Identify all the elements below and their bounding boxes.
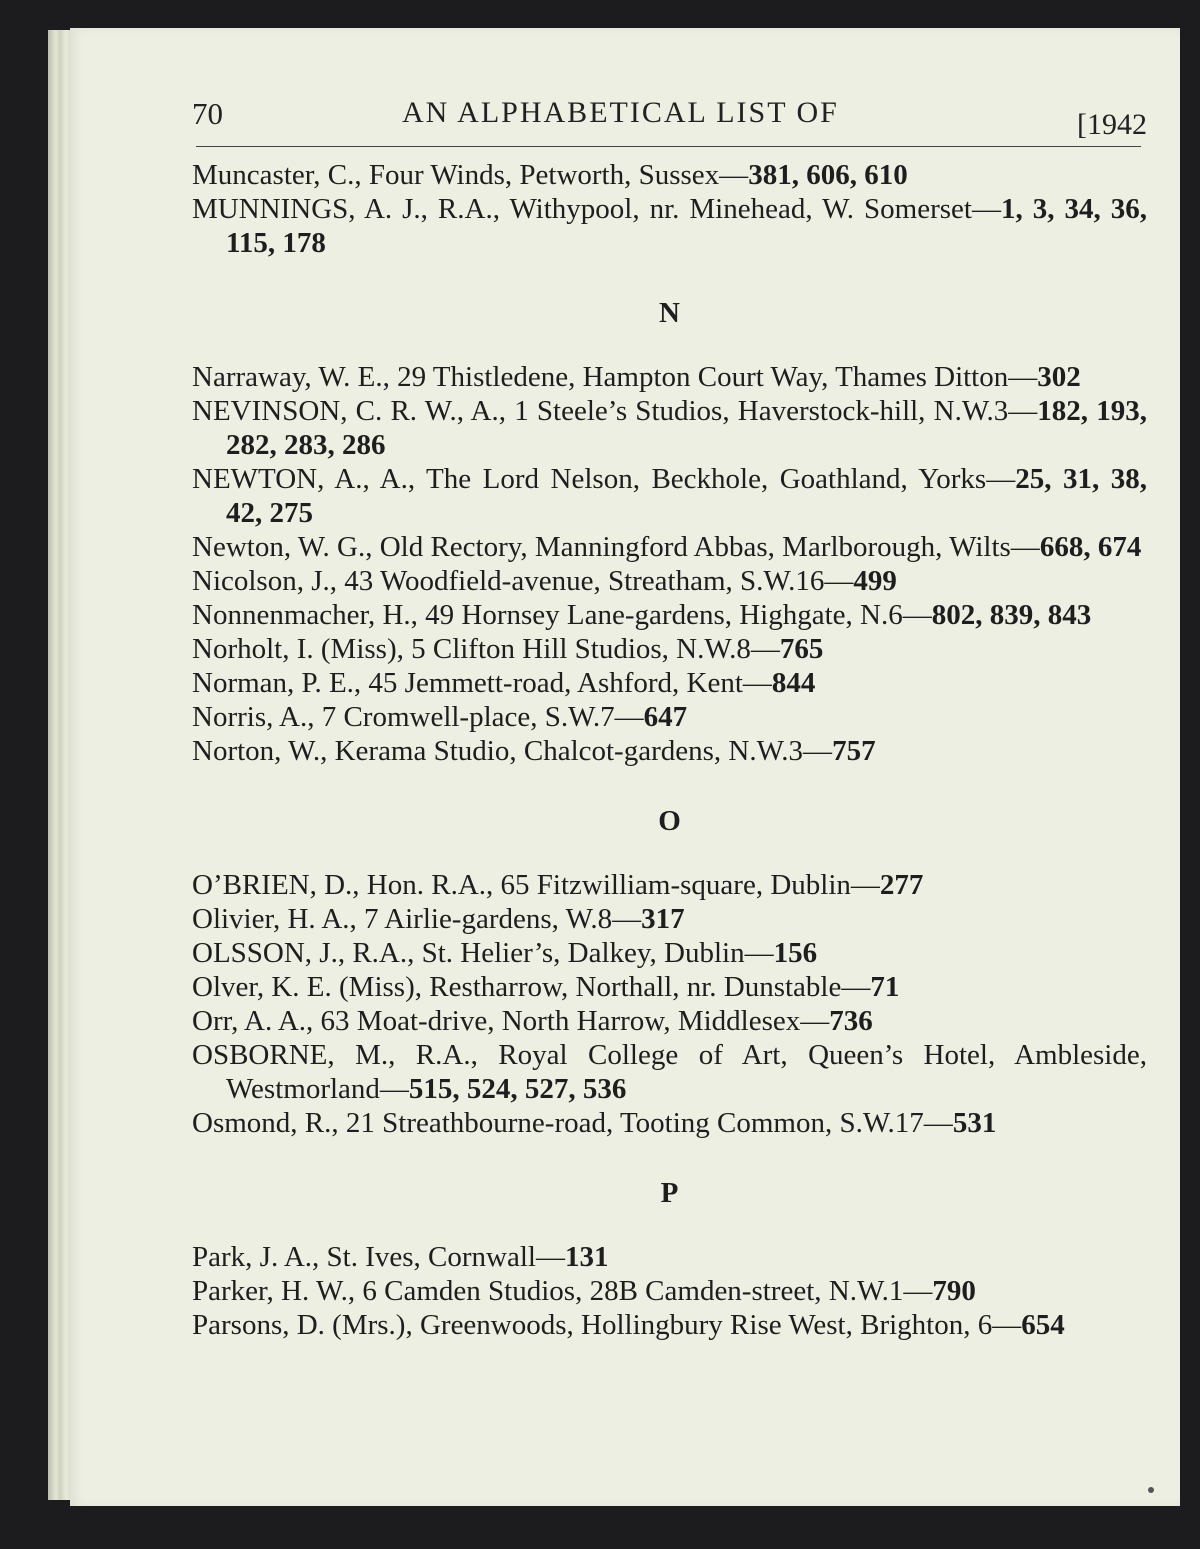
entry-text: OSBORNE, M., R.A., Royal College of Art, Queen’s Hotel, Ambleside, Westmorland— <box>192 1039 1147 1105</box>
entry-text: Newton, W. G., Old Rectory, Manningford Abbas, Marlborough, Wilts— <box>192 531 1040 563</box>
index-entry <box>192 868 1147 902</box>
running-header <box>192 96 1147 146</box>
entry-text: Orr, A. A., 63 Moat-drive, North Harrow, Middlesex— <box>192 1005 830 1037</box>
entry-text: MUNNINGS, A. J., R.A., Withypool, nr. Minehead, W. Somerset— <box>192 193 1001 225</box>
header-rule <box>196 146 1141 147</box>
entry-text: Nonnenmacher, H., 49 Hornsey Lane-gardens, Highgate, N.6— <box>192 599 932 631</box>
running-title: AN ALPHABETICAL LIST OF <box>402 96 839 129</box>
index-entry <box>192 970 1147 1004</box>
entry-refs: 277 <box>879 869 924 901</box>
index-entry <box>192 1004 1147 1038</box>
entry-text: Norris, A., 7 Cromwell-place, S.W.7— <box>192 701 644 733</box>
entry-refs: 647 <box>643 701 688 733</box>
index-entry <box>192 902 1147 936</box>
entry-text: NEVINSON, C. R. W., A., 1 Steele’s Studios, Haverstock-hill, N.W.3— <box>192 395 1038 427</box>
entry-refs: 844 <box>771 667 816 699</box>
entry-refs: 757 <box>832 735 876 767</box>
index-entry <box>192 666 1147 700</box>
entry-refs: 654 <box>1021 1309 1065 1341</box>
index-entry <box>192 462 1147 530</box>
entry-text: Osmond, R., 21 Streathbourne-road, Tooting Common, S.W.17— <box>192 1107 953 1139</box>
entry-refs: 381, 606, 610 <box>748 159 908 191</box>
entry-refs: 790 <box>932 1275 976 1307</box>
entry-text: Nicolson, J., 43 Woodfield-avenue, Streatham, S.W.16— <box>192 565 854 597</box>
entry-text: Narraway, W. E., 29 Thistledene, Hampton Court Way, Thames Ditton— <box>192 361 1038 393</box>
artist-index-list <box>192 158 1147 1342</box>
index-entry <box>192 394 1147 462</box>
entry-refs: 182, 193, 282, 283, 286 <box>226 395 1148 461</box>
entry-text: Parker, H. W., 6 Camden Studios, 28B Camden-street, N.W.1— <box>192 1275 933 1307</box>
entry-text: Muncaster, C., Four Winds, Petworth, Sussex— <box>192 159 749 191</box>
entry-text: Parsons, D. (Mrs.), Greenwoods, Hollingbury Rise West, Brighton, 6— <box>192 1309 1022 1341</box>
index-entry <box>192 700 1147 734</box>
index-entry <box>192 564 1147 598</box>
index-entry <box>192 360 1147 394</box>
year-label: [1942 <box>1077 108 1147 141</box>
entry-refs: 317 <box>641 903 685 935</box>
index-entry <box>192 734 1147 768</box>
entry-text: NEWTON, A., A., The Lord Nelson, Beckhole, Goathland, Yorks— <box>192 463 1016 495</box>
entry-text: Olivier, H. A., 7 Airlie-gardens, W.8— <box>192 903 642 935</box>
index-entry <box>192 1274 1147 1308</box>
index-entry <box>192 598 1147 632</box>
entry-refs: 131 <box>564 1241 609 1273</box>
index-entry <box>192 936 1147 970</box>
entry-refs: 668, 674 <box>1039 531 1142 563</box>
entry-refs: 515, 524, 527, 536 <box>408 1073 627 1105</box>
entry-refs: 499 <box>853 565 897 597</box>
index-entry <box>192 158 1147 192</box>
entry-text: Norholt, I. (Miss), 5 Clifton Hill Studios, N.W.8— <box>192 633 780 665</box>
entry-refs: 156 <box>773 937 818 969</box>
entry-refs: 765 <box>779 633 824 665</box>
section-letter: N <box>659 297 680 329</box>
entry-refs: 71 <box>870 971 900 1003</box>
entry-text: Park, J. A., St. Ives, Cornwall— <box>192 1241 565 1273</box>
ink-speck <box>1148 1487 1154 1493</box>
section-letter: P <box>660 1177 679 1209</box>
index-entry <box>192 1106 1147 1140</box>
entry-text: Norman, P. E., 45 Jemmett-road, Ashford, Kent— <box>192 667 772 699</box>
entry-refs: 302 <box>1037 361 1081 393</box>
index-entry <box>192 632 1147 666</box>
entry-text: Olver, K. E. (Miss), Restharrow, Northall, nr. Dunstable— <box>192 971 871 1003</box>
index-entry <box>192 192 1147 260</box>
entry-refs: 531 <box>952 1107 997 1139</box>
index-entry <box>192 1240 1147 1274</box>
entry-refs: 25, 31, 38, 42, 275 <box>226 463 1147 529</box>
index-entry <box>192 1308 1147 1342</box>
section-letter: O <box>658 805 681 837</box>
entry-text: Norton, W., Kerama Studio, Chalcot-gardens, N.W.3— <box>192 735 833 767</box>
entry-refs: 802, 839, 843 <box>931 599 1092 631</box>
page-number: 70 <box>192 96 223 131</box>
entry-text: OLSSON, J., R.A., St. Helier’s, Dalkey, Dublin— <box>192 937 774 969</box>
entry-refs: 736 <box>829 1005 873 1037</box>
entry-text: O’BRIEN, D., Hon. R.A., 65 Fitzwilliam-square, Dublin— <box>192 869 880 901</box>
index-entry <box>192 1038 1147 1106</box>
entry-refs: 1, 3, 34, 36, 115, 178 <box>226 193 1148 259</box>
index-entry <box>192 530 1147 564</box>
